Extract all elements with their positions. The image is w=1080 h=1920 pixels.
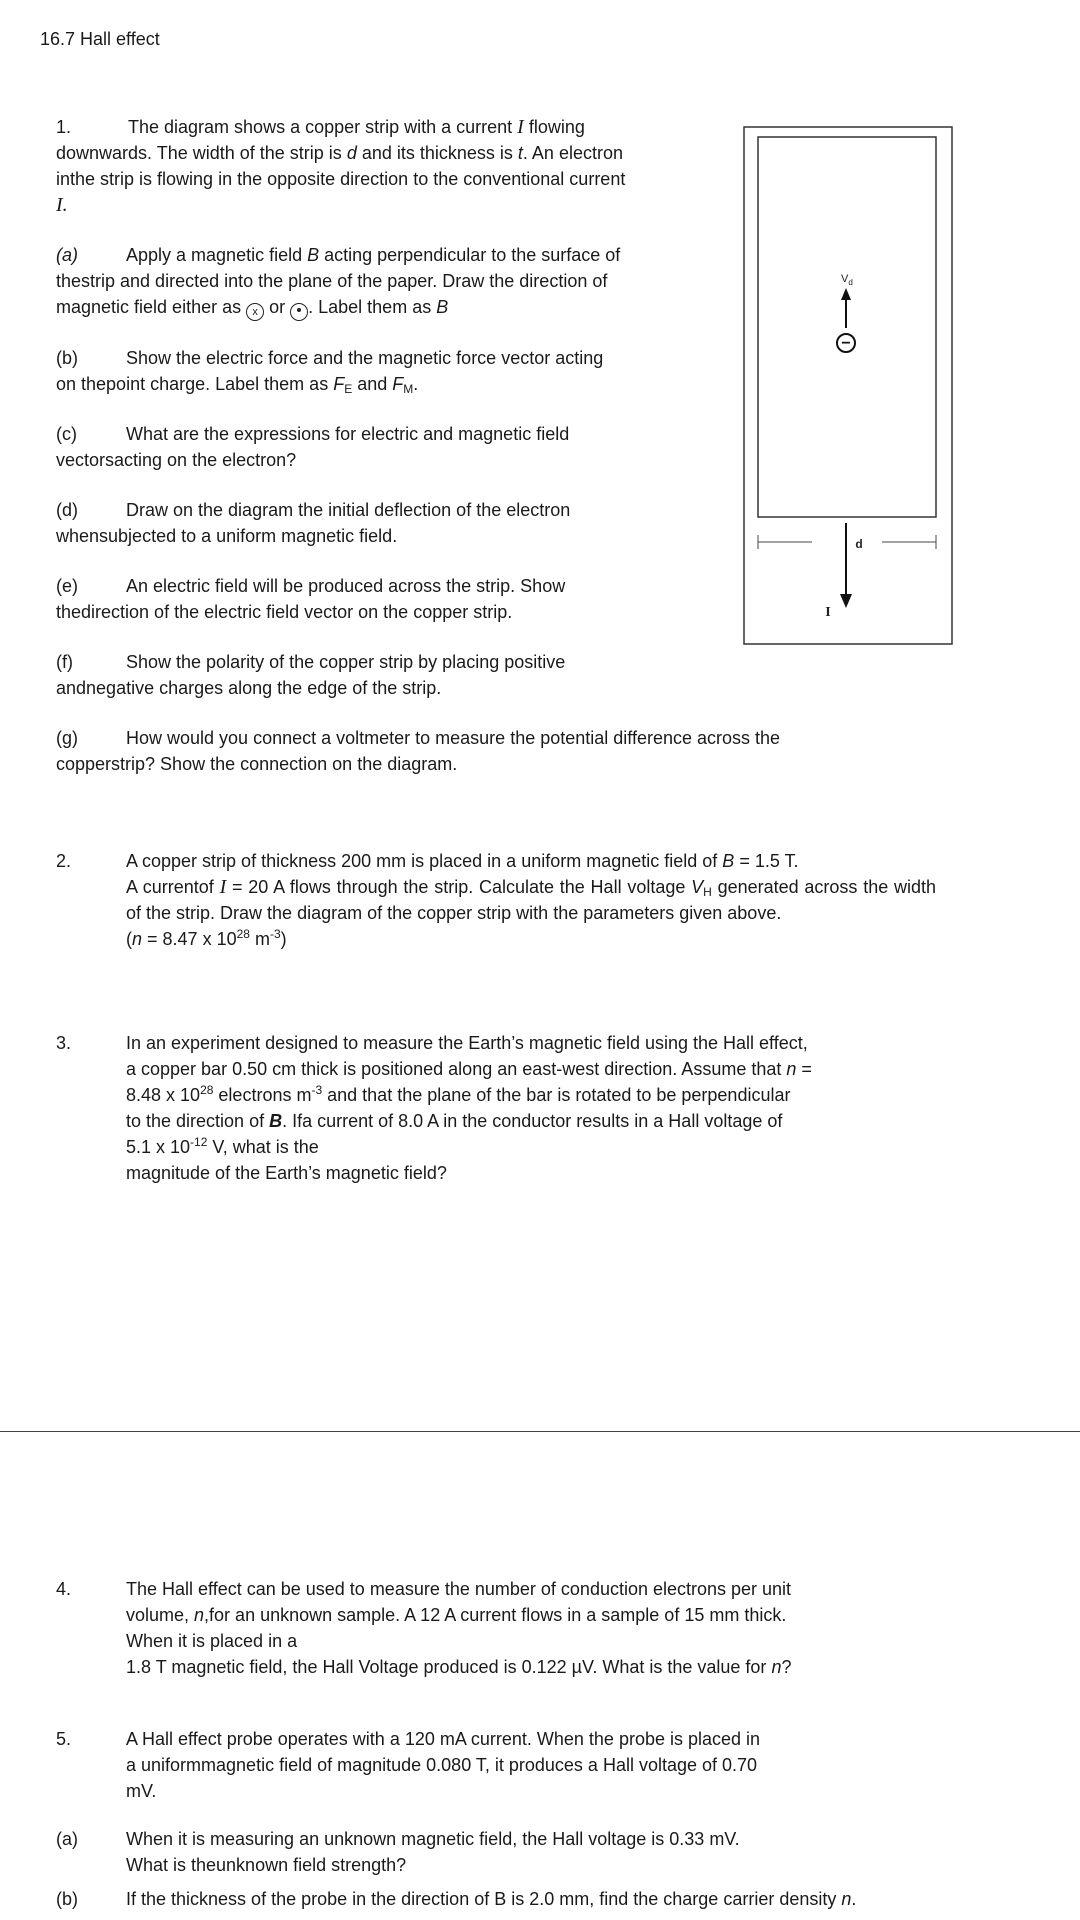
q1-part-d: (d) Draw on the diagram the initial deflection of the electron whensubjected to a uniform magnetic field. [56, 500, 571, 546]
drift-velocity-label: $V_d$ [841, 273, 853, 287]
current-label: I [825, 605, 831, 620]
q1-part-c: (c) What are the expressions for electric and magnetic field vectorsacting on the electron? [56, 424, 570, 470]
q4-number: 4. [56, 1579, 72, 1599]
q1-part-f: (f) Show the polarity of the copper strip by placing positive andnegative charges along the edge of the strip. [56, 652, 566, 698]
q1-intro: 1. The diagram shows a copper strip with a current I flowing downwards. The width of the strip is d and its thickness is t. An electron inthe strip is flowing in the opposite direction to the conventional current I. [56, 116, 626, 216]
electron-sign: − [841, 335, 851, 352]
q5b-label: (b) [56, 1889, 78, 1909]
diagram-frame [744, 127, 952, 644]
current-arrow-head [840, 594, 852, 608]
q2-number: 2. [56, 851, 72, 871]
q1a-label: (a) [56, 245, 78, 265]
q1-part-a: (a) Apply a magnetic field B acting perpendicular to the surface of thestrip and directed into the plane of the paper. Draw the direction of magnetic field either as x or . Label them as B [56, 242, 626, 321]
page-title: 16.7 Hall effect [40, 29, 160, 49]
q2-density: (n = 8.47 x $10^{28}$ $m^{-3}$) [126, 927, 287, 949]
q1-number: 1. [56, 117, 72, 137]
section-divider [0, 1431, 1080, 1432]
drift-arrow-head [841, 288, 851, 300]
q5a-label: (a) [56, 1829, 78, 1849]
q1-part-e: (e) An electric field will be produced across the strip. Show thedirection of the electric field vector on the copper strip. [56, 576, 566, 622]
copper-strip-diagram [0, 0, 1080, 700]
q1-part-b: (b) Show the electric force and the magnetic force vector acting on thepoint charge. Label them as $F_E$ and $F_M$. [56, 348, 604, 396]
q5-number: 5. [56, 1729, 72, 1749]
q3-number: 3. [56, 1033, 72, 1053]
q1-part-g: (g) How would you connect a voltmeter to measure the potential difference across the copperstrip? Show the connection on the diagram. [56, 728, 781, 774]
into-page-symbol-icon: x [246, 303, 264, 321]
width-label: d [855, 537, 863, 551]
